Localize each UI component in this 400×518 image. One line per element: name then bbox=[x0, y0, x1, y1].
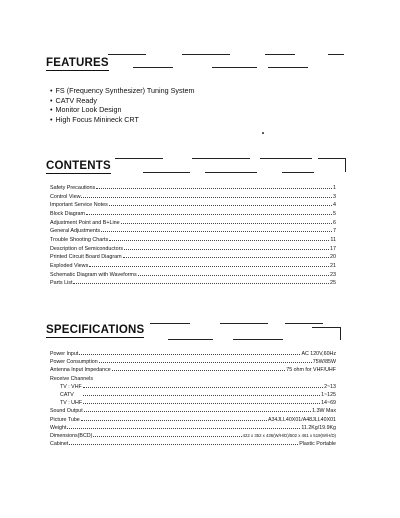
rule bbox=[220, 323, 268, 324]
spec-value: Plastic Portable bbox=[299, 441, 336, 448]
list-item: • FS (Frequency Synthesizer) Tuning System bbox=[50, 86, 195, 96]
features-list bbox=[50, 86, 195, 125]
toc-page: 17 bbox=[330, 245, 336, 252]
speck bbox=[262, 132, 264, 134]
leader bbox=[89, 266, 329, 267]
spec-row bbox=[50, 366, 336, 374]
spec-value: 11.2Kg/19.9Kg bbox=[301, 424, 336, 431]
spec-row bbox=[50, 391, 336, 399]
rule bbox=[265, 54, 295, 55]
spec-row bbox=[50, 375, 336, 383]
toc-entry bbox=[50, 219, 336, 228]
rule bbox=[312, 327, 340, 328]
toc-label: Exploded Views bbox=[50, 262, 89, 269]
specifications-list bbox=[50, 350, 336, 448]
spec-label: Picture Tube bbox=[50, 416, 80, 423]
leader bbox=[83, 403, 320, 404]
rule bbox=[233, 339, 283, 340]
rule bbox=[345, 158, 346, 172]
leader bbox=[138, 275, 329, 276]
leader bbox=[73, 283, 329, 284]
spec-value: 1~125 bbox=[321, 392, 336, 399]
list-item: • High Focus Minineck CRT bbox=[50, 115, 195, 125]
toc-label: Parts List bbox=[50, 280, 73, 287]
contents-heading: CONTENTS bbox=[46, 160, 111, 172]
rule bbox=[212, 67, 257, 68]
spec-row bbox=[50, 424, 336, 432]
toc-entry bbox=[50, 271, 336, 280]
spec-label: Sound Output bbox=[50, 408, 83, 415]
toc-page: 6 bbox=[333, 219, 336, 226]
rule bbox=[285, 323, 323, 324]
features-heading: FEATURES bbox=[46, 57, 109, 69]
list-item: • Monitor Look Design bbox=[50, 105, 195, 115]
spec-label: Weight bbox=[50, 424, 67, 431]
toc-page: 5 bbox=[333, 210, 336, 217]
leader bbox=[123, 257, 329, 258]
toc-label: General Adjustments bbox=[50, 228, 101, 235]
leader bbox=[81, 197, 332, 198]
toc-page: 23 bbox=[330, 271, 336, 278]
list-item: • CATV Ready bbox=[50, 96, 195, 106]
spec-value: 75W/85W bbox=[312, 359, 336, 366]
leader bbox=[83, 395, 320, 396]
leader bbox=[83, 387, 323, 388]
spec-label: Receive Channels bbox=[50, 375, 93, 382]
toc-page: 25 bbox=[330, 280, 336, 287]
toc-entry bbox=[50, 227, 336, 236]
spec-label: Power Input bbox=[50, 351, 79, 357]
spec-row bbox=[50, 432, 336, 440]
spec-value: AC 120V,60Hz bbox=[301, 351, 336, 357]
toc-page: 11 bbox=[330, 236, 336, 243]
rule bbox=[143, 172, 190, 173]
rule bbox=[192, 158, 250, 159]
toc-page: 3 bbox=[333, 193, 336, 200]
leader bbox=[101, 231, 332, 232]
toc-label: Important Service Notes bbox=[50, 202, 108, 209]
toc-page: 1 bbox=[333, 185, 336, 191]
toc-page: 4 bbox=[333, 202, 336, 209]
leader bbox=[93, 436, 241, 437]
toc-entry bbox=[50, 184, 336, 193]
toc-page: 20 bbox=[330, 254, 336, 261]
leader bbox=[112, 370, 286, 371]
spec-row bbox=[50, 407, 336, 415]
rule bbox=[260, 158, 312, 159]
rule bbox=[328, 54, 344, 55]
toc-entry bbox=[50, 201, 336, 210]
leader bbox=[109, 240, 329, 241]
leader bbox=[67, 428, 300, 429]
toc-label: Safety Precautions bbox=[50, 185, 96, 191]
toc-label: Schematic Diagram with Waveforms bbox=[50, 271, 137, 278]
toc-label: Adjustment Point and B+Line bbox=[50, 219, 120, 226]
spec-value: 2~13 bbox=[324, 383, 336, 390]
toc-entry bbox=[50, 210, 336, 219]
rule bbox=[282, 172, 314, 173]
leader bbox=[121, 223, 332, 224]
rule bbox=[340, 327, 341, 340]
toc-entry bbox=[50, 193, 336, 202]
toc-label: Printed Circuit Board Diagram bbox=[50, 254, 122, 261]
spec-label: Cabinet bbox=[50, 441, 69, 448]
rule bbox=[133, 67, 173, 68]
rule bbox=[108, 54, 146, 55]
leader bbox=[96, 188, 332, 189]
spec-row bbox=[50, 358, 336, 366]
spec-label: TV : UHF bbox=[60, 400, 83, 407]
toc-label: Trouble Shooting Charts bbox=[50, 236, 109, 243]
toc-entry bbox=[50, 253, 336, 262]
leader bbox=[124, 249, 329, 250]
toc-entry bbox=[50, 279, 336, 288]
spec-value: 75 ohm for VHF/UHF bbox=[286, 367, 336, 374]
leader bbox=[81, 420, 267, 421]
toc-entry bbox=[50, 262, 336, 271]
specifications-heading: SPECIFICATIONS bbox=[46, 324, 145, 336]
rule bbox=[115, 158, 163, 159]
spec-value: 422 x 352 x 436(W/H/D)/502 x 461 x 519(W/H/D) bbox=[242, 433, 336, 439]
spec-value: 1.3W Max bbox=[312, 408, 336, 415]
leader bbox=[69, 444, 298, 445]
rule bbox=[168, 339, 213, 340]
spec-row bbox=[50, 399, 336, 407]
rule bbox=[150, 323, 190, 324]
spec-label: TV : VHF bbox=[60, 383, 82, 390]
spec-row bbox=[50, 383, 336, 391]
toc-page: 7 bbox=[333, 228, 336, 235]
spec-label: CATV bbox=[60, 392, 74, 399]
toc-label: Control View bbox=[50, 193, 81, 200]
toc-label: Block Diagram bbox=[50, 210, 86, 217]
leader bbox=[84, 411, 311, 412]
leader bbox=[79, 354, 300, 355]
rule bbox=[268, 67, 308, 68]
spec-value: A34JLL40X01/A48JLL40X01 bbox=[267, 416, 336, 423]
spec-value: 14~69 bbox=[321, 400, 336, 407]
rule bbox=[205, 172, 257, 173]
toc-page: 21 bbox=[330, 262, 336, 269]
spec-label: Antenna Input Impedance bbox=[50, 367, 111, 374]
toc-entry bbox=[50, 245, 336, 254]
leader bbox=[109, 205, 332, 206]
toc-entry bbox=[50, 236, 336, 245]
table-of-contents bbox=[50, 184, 336, 288]
spec-row bbox=[50, 350, 336, 358]
leader bbox=[86, 214, 332, 215]
spec-row bbox=[50, 440, 336, 448]
spec-label: Power Consumption bbox=[50, 359, 98, 366]
spec-row bbox=[50, 416, 336, 424]
rule bbox=[182, 54, 230, 55]
rule bbox=[318, 158, 346, 159]
leader bbox=[99, 362, 312, 363]
toc-label: Description of Semiconductors bbox=[50, 245, 124, 252]
spec-label: Dimensions(BCD) bbox=[50, 433, 93, 440]
